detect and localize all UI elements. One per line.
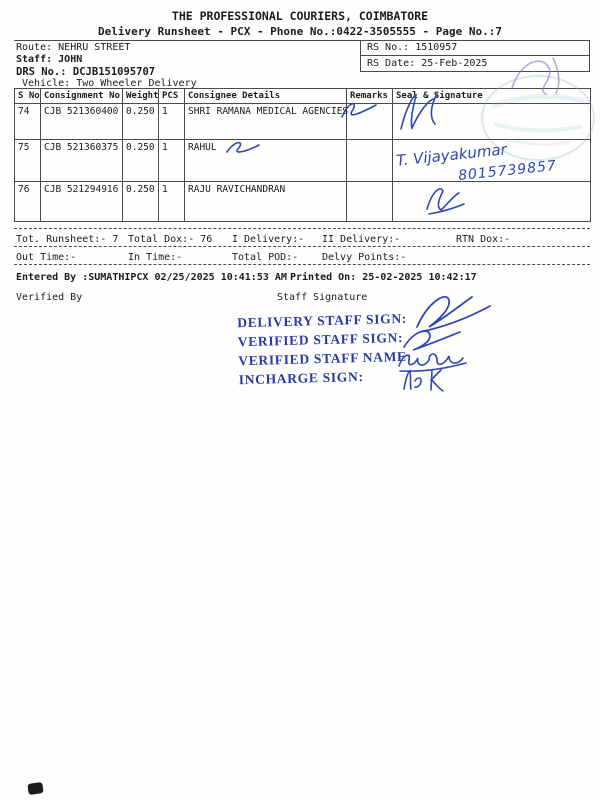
- cell-weight: 0.250: [123, 104, 159, 140]
- rs-date-label: RS Date:: [367, 58, 416, 69]
- signature-delivery-staff: [417, 297, 490, 332]
- company-title: THE PROFESSIONAL COURIERS, COIMBATORE: [171, 9, 429, 23]
- cell-consignee: SHRI RAMANA MEDICAL AGENCIES: [185, 104, 347, 140]
- drs-label: DRS No.:: [16, 66, 67, 78]
- out-time-label: Out Time:-: [16, 252, 77, 263]
- route-value: NEHRU STREET: [58, 42, 131, 53]
- table-header-row: [15, 89, 591, 104]
- col-header-remarks: Remarks: [347, 89, 393, 104]
- signature-verified-staff: [404, 331, 460, 350]
- total-dox-value: 76: [200, 234, 213, 245]
- cell-sno: 74: [15, 104, 41, 140]
- cell-sno: 75: [15, 140, 41, 182]
- verified-staff-name-label: VERIFIED STAFF NAME:: [238, 348, 413, 369]
- tot-runsheet-value: 7: [112, 234, 119, 245]
- col-header-seal: Seal & Signature: [393, 89, 591, 104]
- staff-signature-label: Staff Signature: [277, 292, 368, 303]
- cell-seal: [393, 182, 591, 222]
- cell-sno: 76: [15, 182, 41, 222]
- handwritten-name: T. Vijayakumar: [395, 140, 508, 170]
- cell-remarks: [347, 104, 393, 140]
- total-dox-label: Total Dox:-: [128, 234, 195, 245]
- staff-label: Staff:: [16, 54, 53, 65]
- handwritten-phone: 8015739857: [457, 157, 558, 185]
- rtn-dox-label: RTN Dox:-: [456, 234, 511, 245]
- summary-out-time: [16, 252, 76, 263]
- rs-date-value: 25-Feb-2025: [421, 58, 488, 69]
- scan-artifact-mark: [27, 782, 43, 795]
- cell-remarks: [347, 182, 393, 222]
- rs-no-label: RS No.:: [367, 42, 410, 53]
- route-line: [16, 42, 130, 53]
- cell-pcs: 1: [159, 104, 185, 140]
- drs-value: DCJB151095707: [72, 66, 156, 78]
- printed-on-line: Printed On: 25-02-2025 10:42:17: [290, 272, 477, 283]
- col-header-sno: S No: [15, 89, 41, 104]
- col-header-pcs: PCS: [159, 89, 185, 104]
- cell-consignee: RAJU RAVICHANDRAN: [185, 182, 347, 222]
- signature-stamp-block: [237, 310, 413, 391]
- cell-consignment: CJB 521360375: [41, 140, 123, 182]
- i-delivery-label: I Delivery:-: [232, 234, 305, 245]
- rs-date-line: [367, 58, 487, 69]
- separator-line: [14, 228, 590, 229]
- cell-pcs: 1: [159, 182, 185, 222]
- rs-info-box: [360, 40, 590, 72]
- col-header-consignee: Consignee Details: [185, 89, 347, 104]
- delivery-staff-sign-label: DELIVERY STAFF SIGN:: [237, 310, 408, 331]
- rs-no-line: [367, 42, 457, 53]
- cell-consignment: CJB 521360400: [41, 104, 123, 140]
- summary-rtn-dox: [456, 234, 510, 245]
- incharge-sign-label: INCHARGE SIGN:: [238, 368, 364, 388]
- verified-staff-sign-label: VERIFIED STAFF SIGN:: [237, 329, 404, 350]
- separator-line: [14, 246, 590, 247]
- summary-total-dox: [128, 234, 212, 245]
- rs-box-divider: [361, 55, 589, 56]
- tot-runsheet-label: Tot. Runsheet:-: [16, 234, 107, 245]
- table-row: [15, 182, 591, 222]
- vehicle-value: Two Wheeler Delivery: [76, 78, 197, 89]
- cell-weight: 0.250: [123, 140, 159, 182]
- cell-seal: [393, 104, 591, 140]
- table-row: [15, 104, 591, 140]
- separator-line: [14, 264, 590, 265]
- staff-value: JOHN: [58, 54, 83, 65]
- route-label: Route:: [16, 42, 53, 53]
- ii-delivery-label: II Delivery:-: [322, 234, 401, 245]
- rs-no-value: 1510957: [415, 42, 458, 53]
- col-header-weight: Weight: [123, 89, 159, 104]
- summary-total-pod: [232, 252, 298, 263]
- runsheet-subtitle: Delivery Runsheet - PCX - Phone No.:0422-3505555 - Page No.:7: [98, 25, 502, 38]
- drs-line: [16, 66, 155, 78]
- cell-consignment: CJB 521294916: [41, 182, 123, 222]
- staff-line: [16, 54, 82, 65]
- vehicle-label: Vehicle:: [22, 78, 71, 89]
- cell-pcs: 1: [159, 140, 185, 182]
- summary-tot-runsheet: [16, 234, 118, 245]
- in-time-label: In Time:-: [128, 252, 183, 263]
- cell-consignee: RAHUL: [185, 140, 347, 182]
- total-pod-label: Total POD:-: [232, 252, 299, 263]
- delvy-points-label: Delvy Points:-: [322, 252, 407, 263]
- cell-weight: 0.250: [123, 182, 159, 222]
- col-header-consignment: Consignment No: [41, 89, 123, 104]
- verified-by-label: Verified By: [16, 292, 83, 303]
- entered-by-line: Entered By :SUMATHIPCX 02/25/2025 10:41:53 AM: [16, 272, 287, 283]
- summary-delvy-points: [322, 252, 406, 263]
- summary-i-delivery: [232, 234, 304, 245]
- summary-in-time: [128, 252, 182, 263]
- summary-ii-delivery: [322, 234, 400, 245]
- cell-remarks: [347, 140, 393, 182]
